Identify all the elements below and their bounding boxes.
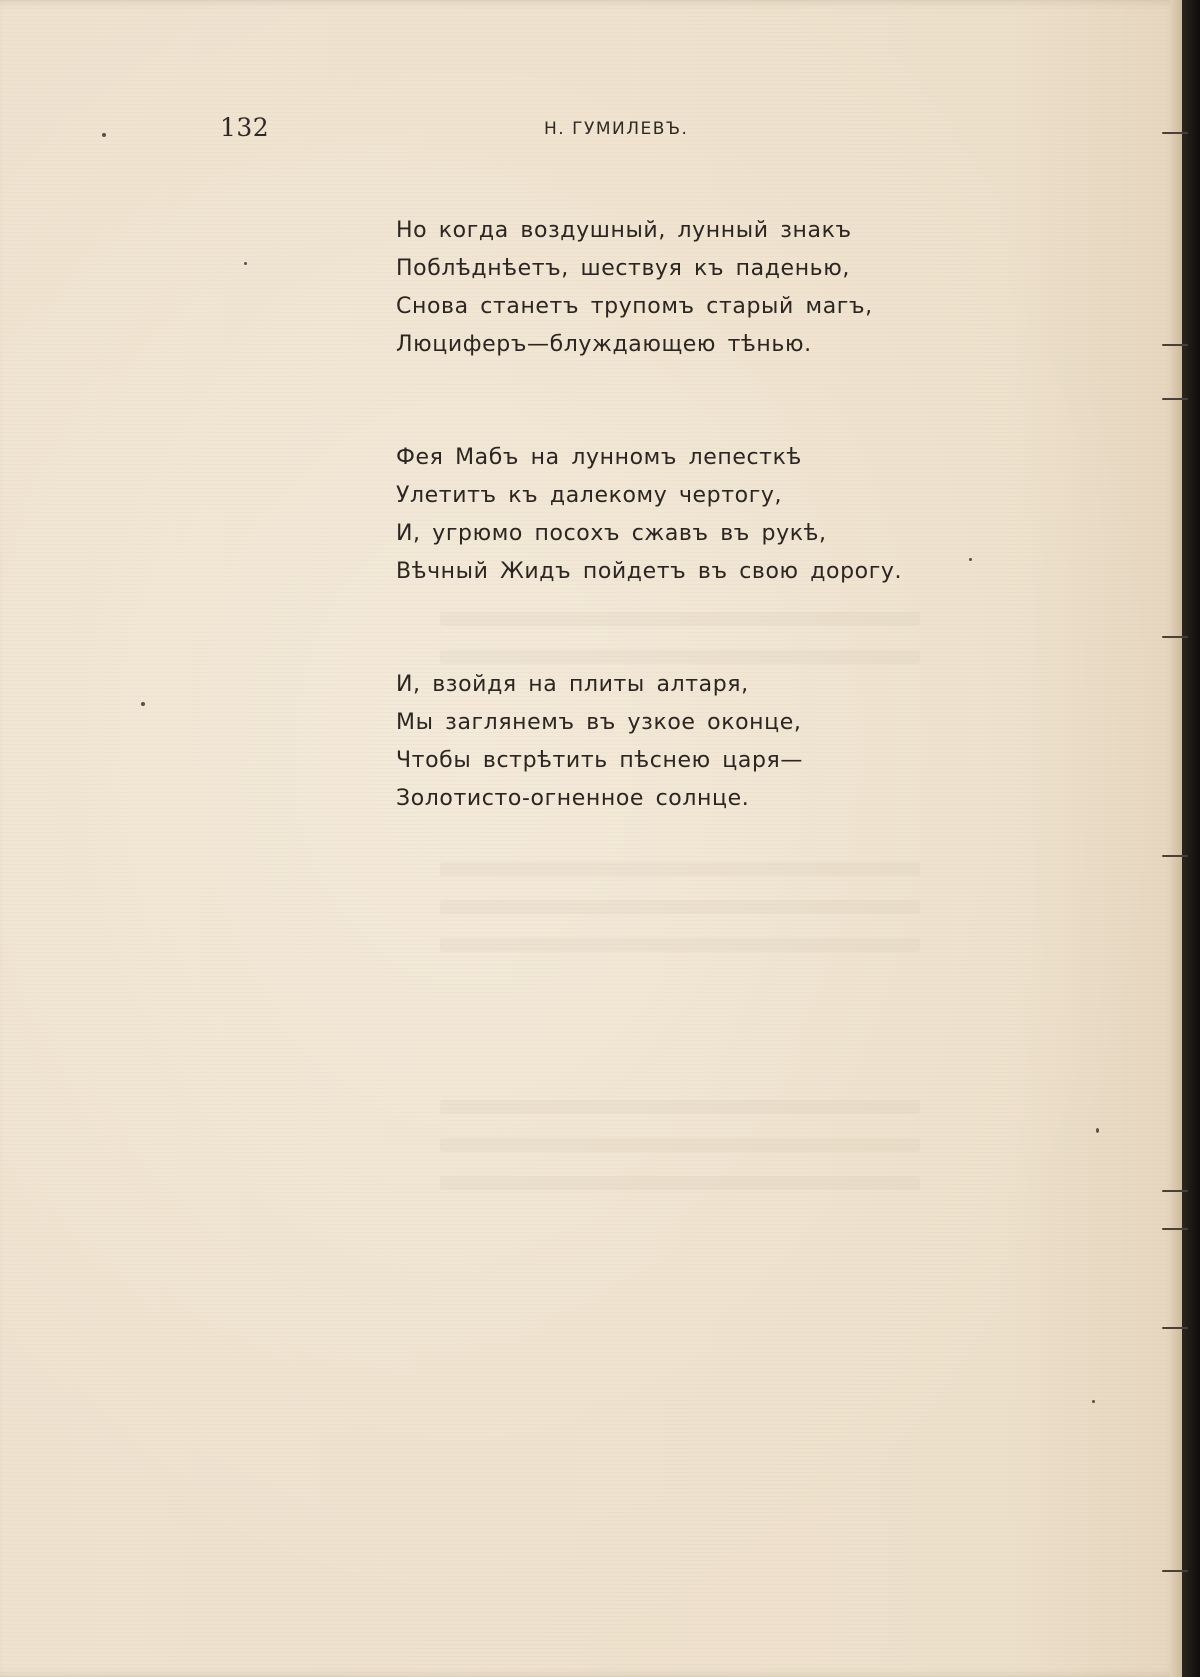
binding-stitch [1162, 636, 1188, 638]
poem-line: И, угрюмо посохъ сжавъ въ рукѣ, [396, 521, 827, 546]
dust-speck [244, 262, 247, 265]
dust-speck [1092, 1400, 1095, 1403]
poem-line: Но когда воздушный, лунный знакъ [396, 218, 852, 243]
dust-speck [141, 702, 145, 706]
binding-shadow [1182, 0, 1200, 1677]
show-through-line [440, 1138, 920, 1152]
binding-stitch [1162, 132, 1188, 134]
page-edge [1170, 0, 1182, 1677]
dust-speck [969, 558, 972, 561]
stanza-2 [396, 439, 956, 591]
show-through-line [440, 862, 920, 876]
stanza-1 [396, 212, 956, 364]
poem-line: Поблѣднѣетъ, шествуя къ паденью, [396, 256, 850, 281]
poem-line: Золотисто-огненное солнце. [396, 786, 750, 811]
running-head: Н. ГУМИЛЕВЪ. [544, 119, 689, 139]
show-through-line [440, 938, 920, 952]
poem-line: Чтобы встрѣтить пѣснею царя— [396, 748, 803, 773]
poem-line: И, взойдя на плиты алтаря, [396, 672, 749, 697]
binding-stitch [1162, 1228, 1188, 1230]
show-through-line [440, 900, 920, 914]
dust-speck [102, 133, 106, 137]
binding-stitch [1162, 1190, 1188, 1192]
show-through-line [440, 1100, 920, 1114]
show-through-line [440, 1176, 920, 1190]
poem-line: Мы заглянемъ въ узкое оконце, [396, 710, 802, 735]
page-number: 132 [220, 113, 270, 142]
poem-line: Люциферъ—блуждающею тѣнью. [396, 332, 812, 357]
binding-stitch [1162, 855, 1188, 857]
stanza-3 [396, 666, 956, 818]
poem-line: Вѣчный Жидъ пойдетъ въ свою дорогу. [396, 559, 903, 584]
dust-speck [1096, 1128, 1099, 1133]
binding-stitch [1162, 1327, 1188, 1329]
poem-line: Снова станетъ трупомъ старый магъ, [396, 294, 873, 319]
poem-line: Фея Мабъ на лунномъ лепесткѣ [396, 445, 802, 470]
binding-stitch [1162, 344, 1188, 346]
poem [396, 212, 956, 818]
poem-line: Улетитъ къ далекому чертогу, [396, 483, 783, 508]
binding-stitch [1162, 398, 1188, 400]
binding-stitch [1162, 1570, 1188, 1572]
